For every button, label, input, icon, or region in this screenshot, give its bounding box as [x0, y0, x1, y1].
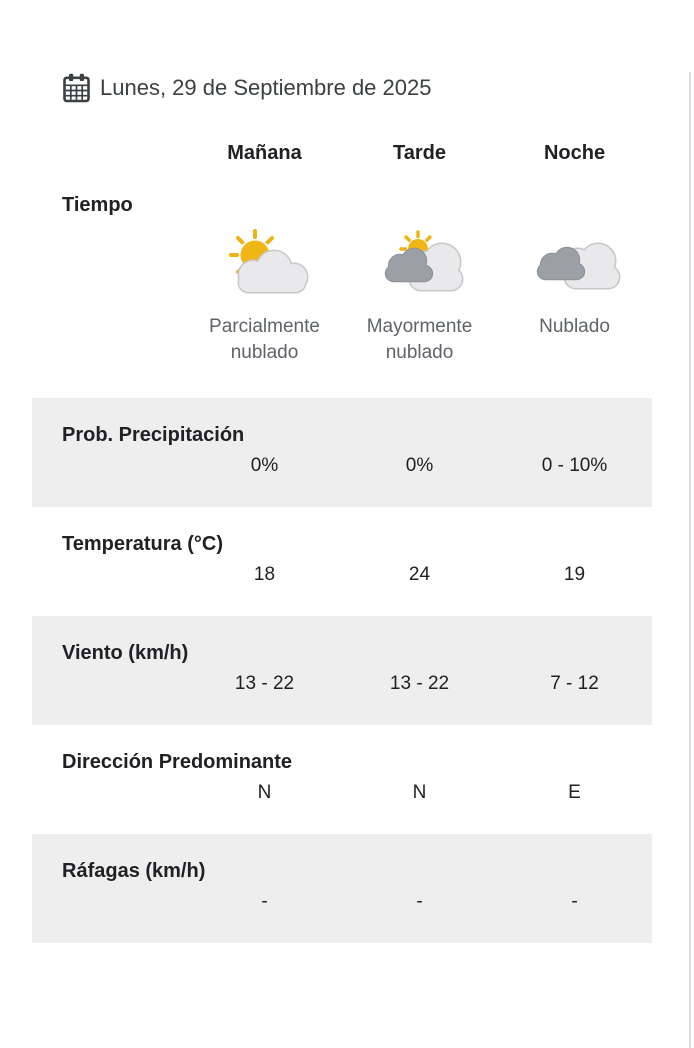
precipitation-manana: 0%: [250, 455, 279, 476]
temperature-tarde: 24: [408, 564, 431, 585]
row-label-gusts: Ráfagas (km/h): [62, 860, 206, 882]
weather-cell-manana: [187, 228, 342, 366]
weather-desc-manana: Parcialmente nublado: [209, 316, 320, 363]
partly-cloudy-icon: [215, 228, 315, 302]
precipitation-noche: 0 - 10%: [541, 455, 608, 476]
precipitation-tarde: 0%: [405, 455, 434, 476]
cloudy-icon: [525, 228, 625, 302]
calendar-icon: [62, 73, 91, 103]
weather-desc-noche: Nublado: [539, 316, 610, 337]
temperature-manana: 18: [253, 564, 276, 585]
date-header: [62, 72, 694, 104]
weather-desc-tarde: Mayormente nublado: [366, 316, 473, 363]
weather-row: [32, 193, 652, 398]
row-label-tiempo: Tiempo: [62, 194, 133, 216]
forecast-table: [32, 140, 652, 943]
row-label-temperature: Temperatura (°C): [62, 533, 223, 555]
date-text: Lunes, 29 de Septiembre de 2025: [100, 75, 432, 100]
wind-manana: 13 - 22: [234, 673, 295, 694]
wind-direction-manana: N: [257, 782, 272, 803]
row-precipitation: [32, 398, 652, 507]
column-header-noche: Noche: [543, 142, 606, 164]
gusts-tarde: -: [416, 891, 423, 912]
wind-direction-tarde: N: [412, 782, 427, 803]
row-label-wind: Viento (km/h): [62, 642, 189, 664]
row-wind-direction: [32, 725, 652, 834]
column-header-manana: Mañana: [227, 142, 302, 164]
gusts-manana: -: [261, 891, 268, 912]
row-label-wind-direction: Dirección Predominante: [62, 751, 293, 773]
panel-right-border: [689, 72, 691, 1048]
column-header-row: [32, 140, 652, 166]
row-temperature: [32, 507, 652, 616]
gusts-noche: -: [571, 891, 578, 912]
row-wind: [32, 616, 652, 725]
temperature-noche: 19: [563, 564, 586, 585]
weather-cell-tarde: [342, 228, 497, 366]
column-header-tarde: Tarde: [393, 142, 446, 164]
wind-tarde: 13 - 22: [389, 673, 450, 694]
weather-cell-noche: [497, 228, 652, 366]
mostly-cloudy-icon: [370, 228, 470, 302]
row-label-precipitation: Prob. Precipitación: [62, 424, 245, 446]
wind-direction-noche: E: [568, 782, 581, 803]
wind-noche: 7 - 12: [550, 673, 599, 694]
row-gusts: [32, 834, 652, 943]
